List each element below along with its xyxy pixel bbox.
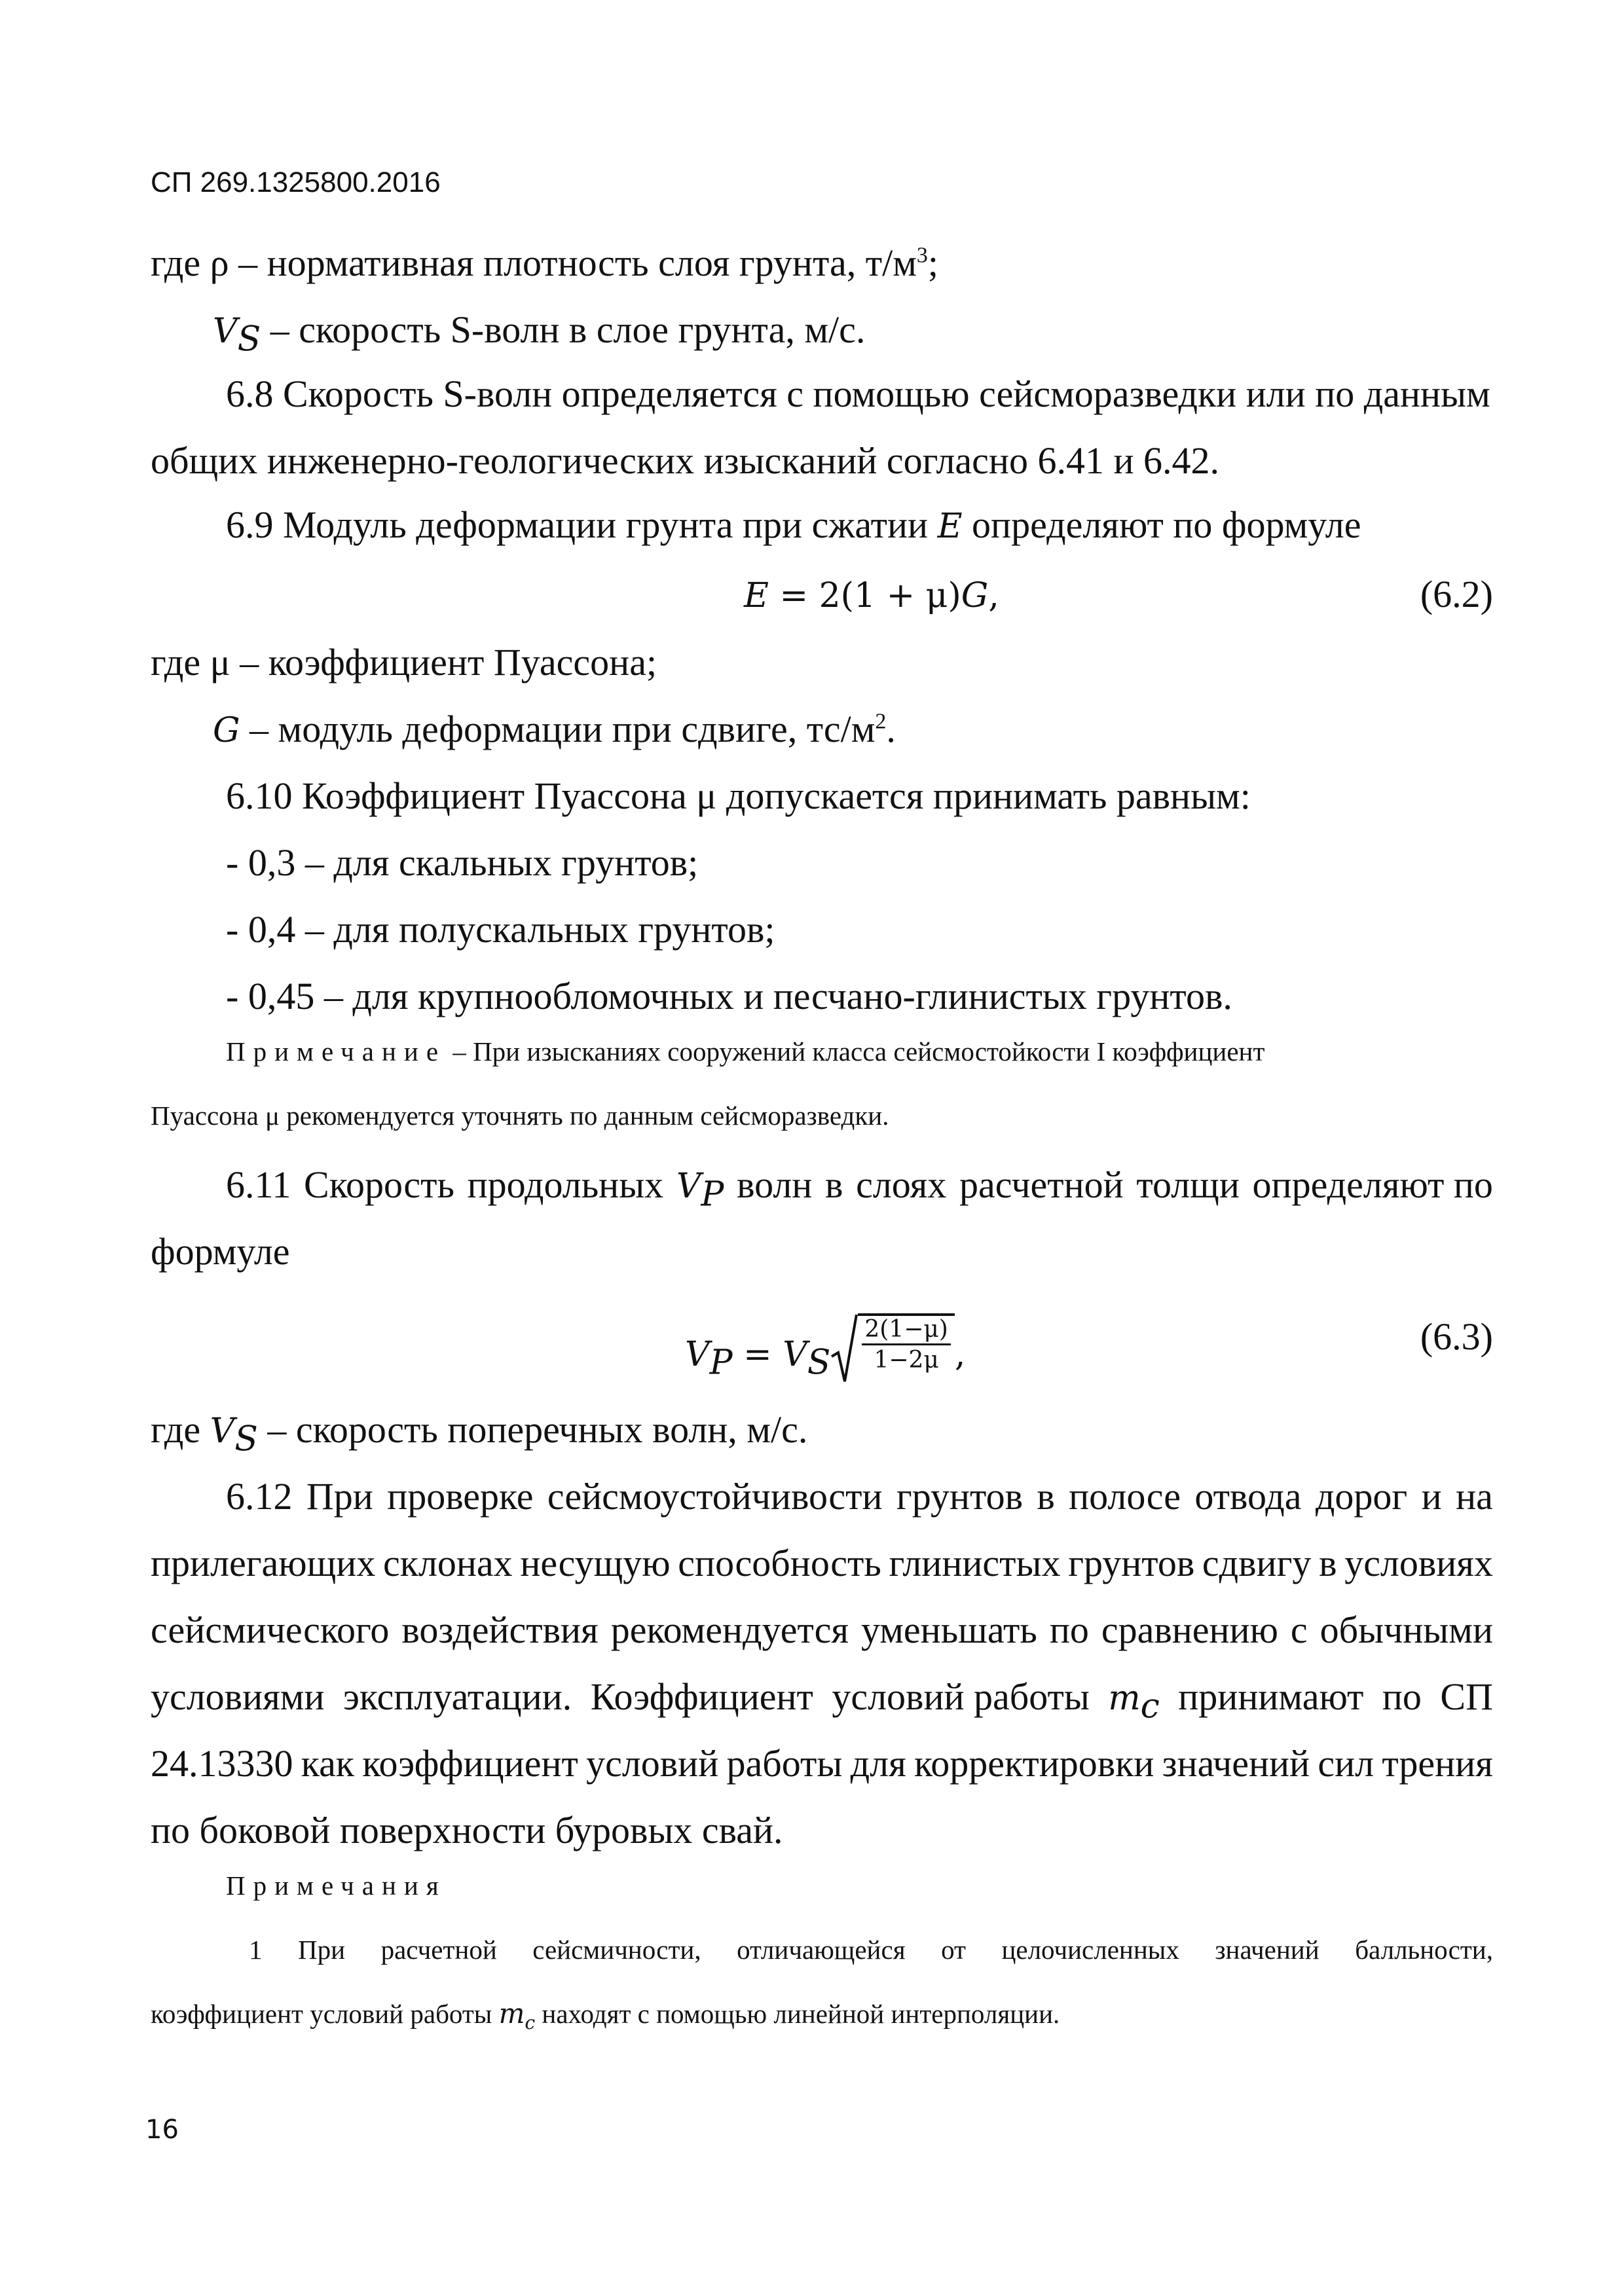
radical-sign-icon	[830, 1313, 858, 1385]
word: сейсмического	[151, 1609, 390, 1651]
word: трения	[1382, 1742, 1493, 1785]
word: грунтов	[1068, 1542, 1195, 1584]
word: условий	[586, 1742, 719, 1785]
word: При	[306, 1475, 373, 1518]
word: При	[298, 1935, 346, 1965]
word: для	[850, 1742, 906, 1785]
word: в	[1319, 1542, 1337, 1584]
word: несущую	[520, 1542, 671, 1584]
word: способность	[678, 1542, 881, 1584]
word: по	[1049, 1609, 1089, 1651]
square-root: 2(1−μ) 1−2μ	[830, 1313, 954, 1385]
word: обычными	[1320, 1609, 1493, 1651]
word: корректировки	[914, 1742, 1154, 1785]
word: 24.13330	[151, 1742, 293, 1785]
word: 6.12	[226, 1475, 293, 1518]
word: как	[301, 1742, 354, 1785]
word: от	[941, 1935, 966, 1965]
word: проверке	[387, 1475, 534, 1518]
word: 1	[249, 1935, 263, 1965]
word: с	[1290, 1609, 1308, 1651]
word: дорог	[1315, 1475, 1408, 1518]
word: на	[1456, 1475, 1493, 1518]
word: рекомендуется	[610, 1609, 849, 1651]
formula-number: (6.3)	[1420, 1315, 1493, 1358]
word: значений	[1215, 1935, 1320, 1965]
word: условиях	[1344, 1542, 1493, 1584]
word: уменьшать	[860, 1609, 1037, 1651]
word: полосе	[1069, 1475, 1181, 1518]
word: сейсмичности,	[532, 1935, 701, 1965]
formula-number: (6.2)	[1420, 573, 1493, 615]
word: сейсмоустойчивости	[547, 1475, 883, 1518]
word: работы	[726, 1742, 843, 1785]
word: балльности,	[1355, 1935, 1493, 1965]
document-header: СП 269.1325800.2016	[151, 166, 441, 198]
word: глинистых	[889, 1542, 1061, 1584]
word: отвода	[1194, 1475, 1302, 1518]
page-number: 16	[145, 2115, 179, 2145]
word: и	[1421, 1475, 1442, 1518]
word: целочисленных	[1001, 1935, 1179, 1965]
word: сравнению	[1101, 1609, 1278, 1651]
word: склонах	[383, 1542, 513, 1584]
word: сдвигу	[1202, 1542, 1312, 1584]
word: прилегающих	[151, 1542, 376, 1584]
word: отличающейся	[737, 1935, 906, 1965]
word: в	[1037, 1475, 1055, 1518]
word: грунтов	[896, 1475, 1023, 1518]
word: воздействия	[401, 1609, 599, 1651]
word: расчетной	[380, 1935, 497, 1965]
word: сил	[1318, 1742, 1375, 1785]
word: значений	[1162, 1742, 1310, 1785]
document-page: СП 269.1325800.2016 где ρ – нормативная плотность слоя грунта, $т/м^3$; $V_S$ – скорость S-волн в слое грунта, м/с. 6.8 Скорость S-волн определяется с помощью сейсморазведки или по данным общих инженерно-геологических изысканий согласно 6.41 и 6.42. 6.9 Модуль деформации грунта при сжатии E определяют по формуле E = 2(1 + μ)G, (6.2) где μ – коэффициент Пуассона; G – модуль деформации при сдвиге, $тс/м^2$. 6.10 Коэффициент Пуассона μ допускается принимать равным: - 0,3 – для скальных грунтов; - 0,4 – для полускальных грунтов; - 0,45 – для крупнообломочных и песчано-глинистых грунтов. Примечание – При изысканиях сооружений класса сейсмостойкости I коэффициент Пуассона μ рекомендуется уточнять по данным сейсморазведки. 6.11 Скорость продольных $V_P$ волн в слоях расчетной толщи определяют по формуле $V_P = V_S$ 2(1−μ) 1−2μ , (6.3) где $V_S$ – скорость поперечных волн, м/с. 6.12 При проверке сейсмоустойчивости грунтов в полосе отвода дорог и на прилегающих склонах несущую способность глинистых грунтов сдвигу в условиях сейсмического воздействия рекомендуется уменьшать по сравнению с обычными условиями эксплуатации. Коэффициент условий работы $m_c$ принимают по СП 24.13330 как коэффициент условий работы для корректировки значений сил трения по боковой поверхности буровых свай. Примечания 1 При расчетной сейсмичности, отличающейся от целочисленных значений балльности, коэффициент условий работы $m_c$ находят с помощью линейной интерполяции. 16	[145, 166, 1493, 2145]
word: коэффициент	[362, 1742, 578, 1785]
